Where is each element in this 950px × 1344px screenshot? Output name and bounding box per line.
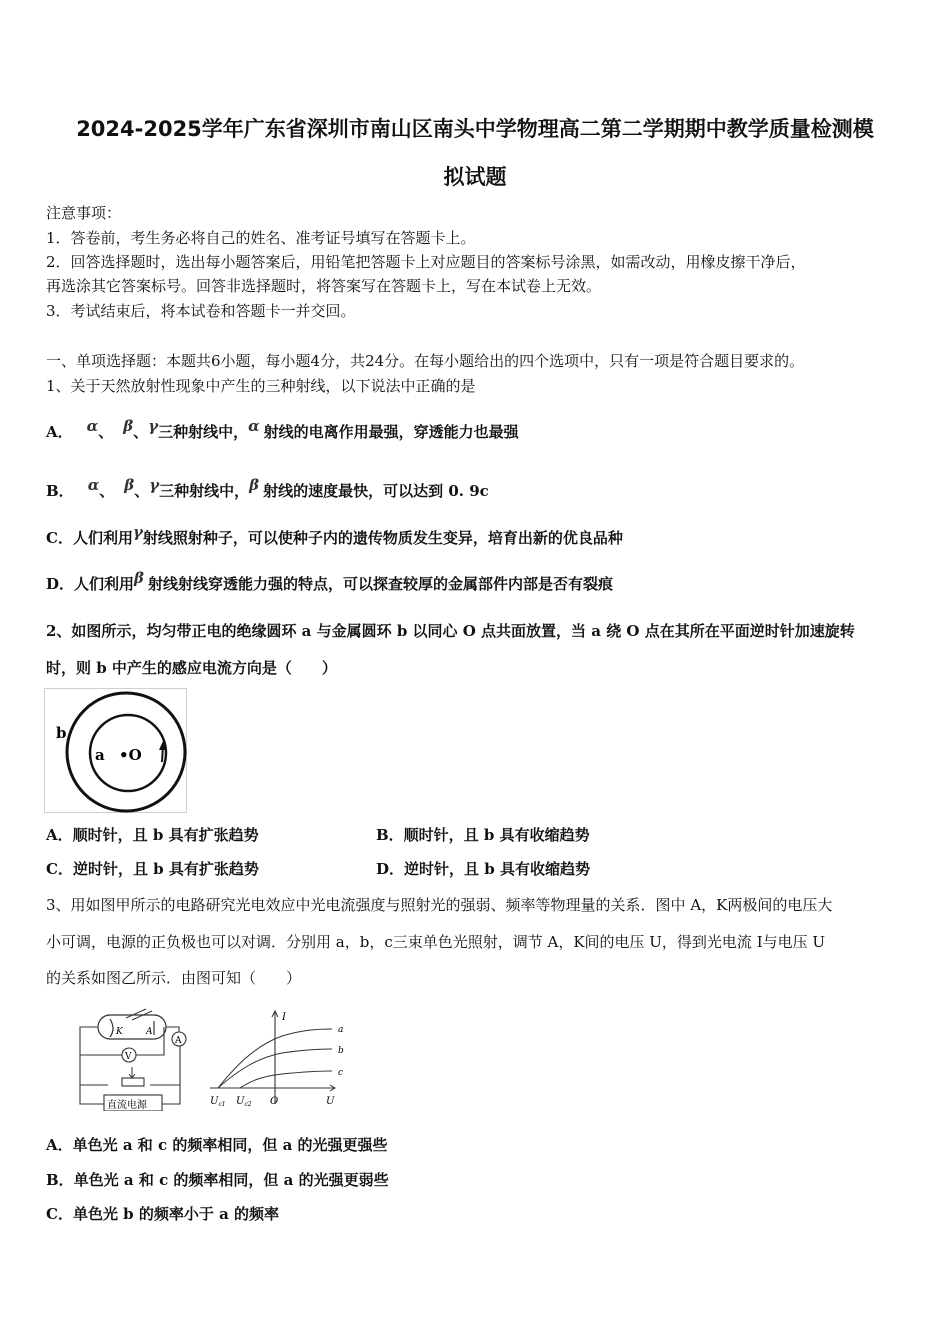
- notice-item-2-cont: 再选涂其它答案标号。回答非选择题时，将答案写在答题卡上，写在本试卷上无效。: [46, 277, 602, 295]
- voltmeter-label: V: [125, 1052, 132, 1062]
- label-uc2: $U_{c2}$: [236, 1096, 252, 1108]
- separator: 、: [133, 423, 149, 441]
- label-uc1: $U_{c1}$: [210, 1096, 226, 1108]
- cathode-icon: [110, 1019, 113, 1037]
- gamma-symbol: γ: [148, 417, 159, 435]
- q1-option-c-text: 射线照射种子，可以使种子内的遗传物质发生变异，培育出新的优良品种: [142, 529, 623, 547]
- beta-symbol: β: [249, 476, 260, 494]
- label-u: U: [326, 1096, 335, 1107]
- q1-option-a: [46, 417, 519, 442]
- label-i: I: [282, 1012, 286, 1023]
- q1-option-b-text: 射线的速度最快，可以达到 0. 9c: [263, 482, 489, 500]
- alpha-symbol: α: [86, 417, 99, 435]
- beta-symbol: β: [123, 417, 134, 435]
- separator: 、: [134, 482, 150, 500]
- label-curve-b: b: [338, 1046, 344, 1056]
- q3-iu-graph: [206, 1008, 356, 1110]
- dc-power-label: 直流电源: [107, 1100, 147, 1111]
- q1-option-d: [46, 569, 613, 594]
- phototube: [98, 1015, 166, 1039]
- label-k: K: [116, 1027, 123, 1037]
- label-curve-c: c: [338, 1068, 344, 1078]
- label-origin: O: [270, 1096, 279, 1107]
- q1-option-d-text: 射线射线穿透能力强的特点，可以探查较厚的金属部件内部是否有裂痕: [147, 575, 613, 593]
- gamma-symbol: γ: [149, 476, 160, 494]
- label-b: b: [56, 724, 67, 742]
- section-heading: 一、单项选择题：本题共6小题，每小题4分，共24分。在每小题给出的四个选项中，只有一项是符合题目要求的。: [46, 352, 805, 370]
- alpha-symbol: α: [248, 417, 260, 435]
- q3-circuit-figure: [74, 1005, 194, 1111]
- q1-option-a-mid: 三种射线中，: [158, 423, 249, 441]
- notice-item-3: 3．考试结束后，将本试卷和答题卡一并交回。: [46, 302, 356, 320]
- exam-title-line1: 2024-2025学年广东省深圳市南山区南头中学物理高二第二学期期中教学质量检测模: [76, 117, 874, 141]
- q1-option-a-label: A．: [46, 423, 73, 441]
- q3-stem-1: 3、用如图甲所示的电路研究光电效应中光电流强度与照射光的强弱、频率等物理量的关系．图中 A，K两极间的电压大: [46, 896, 833, 914]
- q2-option-d: D．逆时针，且 b 具有收缩趋势: [376, 860, 590, 878]
- gamma-symbol: γ: [132, 523, 143, 541]
- rheostat: [122, 1078, 144, 1086]
- exam-title-line2: 拟试题: [443, 165, 507, 189]
- q3-stem-3: 的关系如图乙所示．由图可知（ ）: [46, 969, 302, 987]
- label-curve-a: a: [338, 1025, 344, 1035]
- notice-item-2: 2．回答选择题时，选出每小题答案后，用铅笔把答题卡上对应题目的答案标号涂黑，如需改动，用橡皮擦干净后，: [46, 253, 806, 271]
- q2-option-b: B．顺时针，且 b 具有收缩趋势: [376, 826, 590, 844]
- q1-option-a-text: 射线的电离作用最强，穿透能力也最强: [263, 423, 519, 441]
- beta-symbol: β: [134, 569, 144, 587]
- ammeter-label: A: [175, 1036, 182, 1046]
- separator: 、: [98, 423, 114, 441]
- q1-option-c-pre: C．人们利用: [46, 529, 133, 547]
- separator: 、: [99, 482, 115, 500]
- q1-option-c: [46, 523, 623, 548]
- q1-option-d-pre: D．人们利用: [46, 575, 135, 593]
- q1-option-b: [46, 476, 489, 501]
- alpha-symbol: α: [87, 476, 100, 494]
- q2-option-c: C．逆时针，且 b 具有扩张趋势: [46, 860, 259, 878]
- q2-option-a: A．顺时针，且 b 具有扩张趋势: [46, 826, 259, 844]
- curve-c: [240, 1071, 332, 1088]
- q1-stem: 1、关于天然放射性现象中产生的三种射线，以下说法中正确的是: [46, 377, 476, 395]
- q3-option-a: A．单色光 a 和 c 的频率相同，但 a 的光强更强些: [46, 1136, 388, 1154]
- q1-option-b-label: B．: [46, 482, 74, 500]
- slider-arrow-icon: [129, 1067, 135, 1078]
- label-o: •O: [119, 746, 142, 764]
- q3-stem-2: 小可调，电源的正负极也可以对调．分别用 a，b，c三束单色光照射，调节 A，K间的电压 U，得到光电流 I与电压 U: [46, 933, 826, 951]
- q2-ring-figure: [44, 688, 188, 814]
- notice-heading: 注意事项：: [46, 204, 122, 222]
- q2-stem-1: 2、如图所示，均匀带正电的绝缘圆环 a 与金属圆环 b 以同心 O 点共面放置，当 a 绕 O 点在其所在平面逆时针加速旋转: [46, 622, 855, 640]
- q1-option-b-mid: 三种射线中，: [159, 482, 250, 500]
- q3-option-c: C．单色光 b 的频率小于 a 的频率: [46, 1205, 280, 1223]
- label-anode: A: [146, 1027, 153, 1037]
- q2-stem-2: 时，则 b 中产生的感应电流方向是（ ）: [46, 659, 337, 677]
- label-a: a: [95, 746, 105, 764]
- beta-symbol: β: [124, 476, 135, 494]
- q3-option-b: B．单色光 a 和 c 的频率相同，但 a 的光强更弱些: [46, 1171, 389, 1189]
- notice-item-1: 1．答卷前，考生务必将自己的姓名、准考证号填写在答题卡上。: [46, 229, 476, 247]
